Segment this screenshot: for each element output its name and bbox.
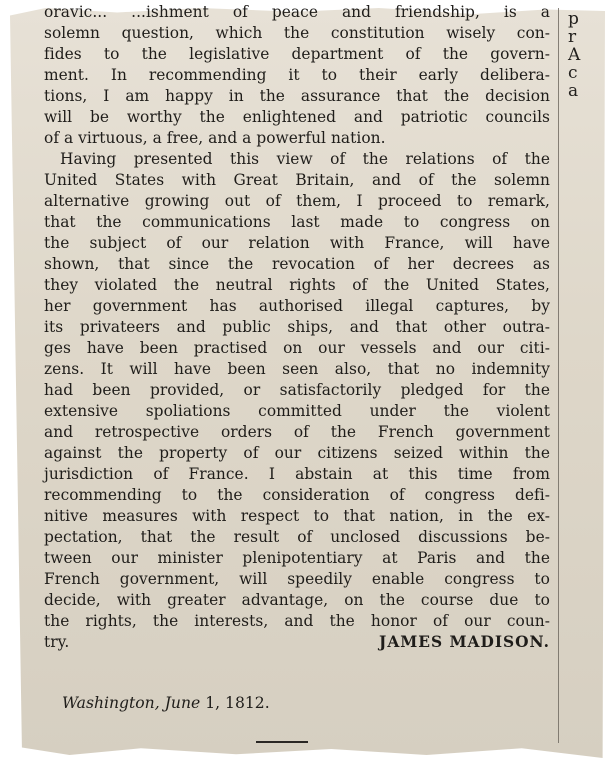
text-line: French government, will speedily enable congress to [44,570,550,588]
text-line: decide, with greater advantage, on the course due to [44,591,550,609]
text-line: solemn question, which the constitution wisely con- [44,24,550,42]
text-line: pectation, that the result of unclosed discussions be- [44,528,550,546]
text-line: its privateers and public ships, and that other outra- [44,318,550,336]
fragment-char: a [568,81,579,101]
signature-line [44,632,550,653]
text-line: United States with Great Britain, and of the solemn [44,171,550,189]
text-line: against the property of our citizens seized within the [44,444,550,462]
text-line: will be worthy the enlightened and patriotic councils [44,108,550,126]
text-line: ment. In recommending it to their early delibera- [44,66,550,84]
dateline-month: June [164,694,201,712]
text-line: ges have been practised on our vessels and our citi- [44,339,550,357]
text-line: nitive measures with respect to that nation, in the ex- [44,507,550,525]
text-line: the subject of our relation with France, will have [44,234,550,252]
section-divider [256,741,308,743]
adjacent-column-fragment [568,10,608,170]
text-line: her government has authorised illegal captures, by [44,297,550,315]
signature: JAMES MADISON. [379,633,550,651]
article-body [44,2,550,653]
fragment-char: r [568,27,577,47]
text-line: they violated the neutral rights of the United States, [44,276,550,294]
text-line: oravic... ...ishment of peace and friendship, is a [44,3,550,21]
text-line: that the communications last made to congress on [44,213,550,231]
fragment-char: c [568,63,578,83]
text-line: shown, that since the revocation of her decrees as [44,255,550,273]
text-line: and retrospective orders of the French government [44,423,550,441]
dateline-place: Washington, [62,694,160,712]
fragment-char: p [568,9,579,29]
text-line: jurisdiction of France. I abstain at this time from [44,465,550,483]
text-line: alternative growing out of them, I proceed to remark, [44,192,550,210]
dateline [62,694,270,712]
text-line: recommending to the consideration of congress defi- [44,486,550,504]
text-line: Having presented this view of the relations of the [60,150,550,168]
text-line: fides to the legislative department of the govern- [44,45,550,63]
closing-word: try. [44,633,70,651]
text-line: tions, I am happy in the assurance that the decision [44,87,550,105]
text-line: of a virtuous, a free, and a powerful nation. [44,129,386,147]
text-line: had been provided, or satisfactorily pledged for the [44,381,550,399]
text-line: extensive spoliations committed under the violent [44,402,550,420]
text-line: zens. It will have been seen also, that no indemnity [44,360,550,378]
text-line: tween our minister plenipotentiary at Paris and the [44,549,550,567]
text-line: the rights, the interests, and the honor of our coun- [44,612,550,630]
column-rule [558,8,559,743]
fragment-char: A [568,45,581,65]
dateline-date: 1, 1812. [205,694,270,712]
